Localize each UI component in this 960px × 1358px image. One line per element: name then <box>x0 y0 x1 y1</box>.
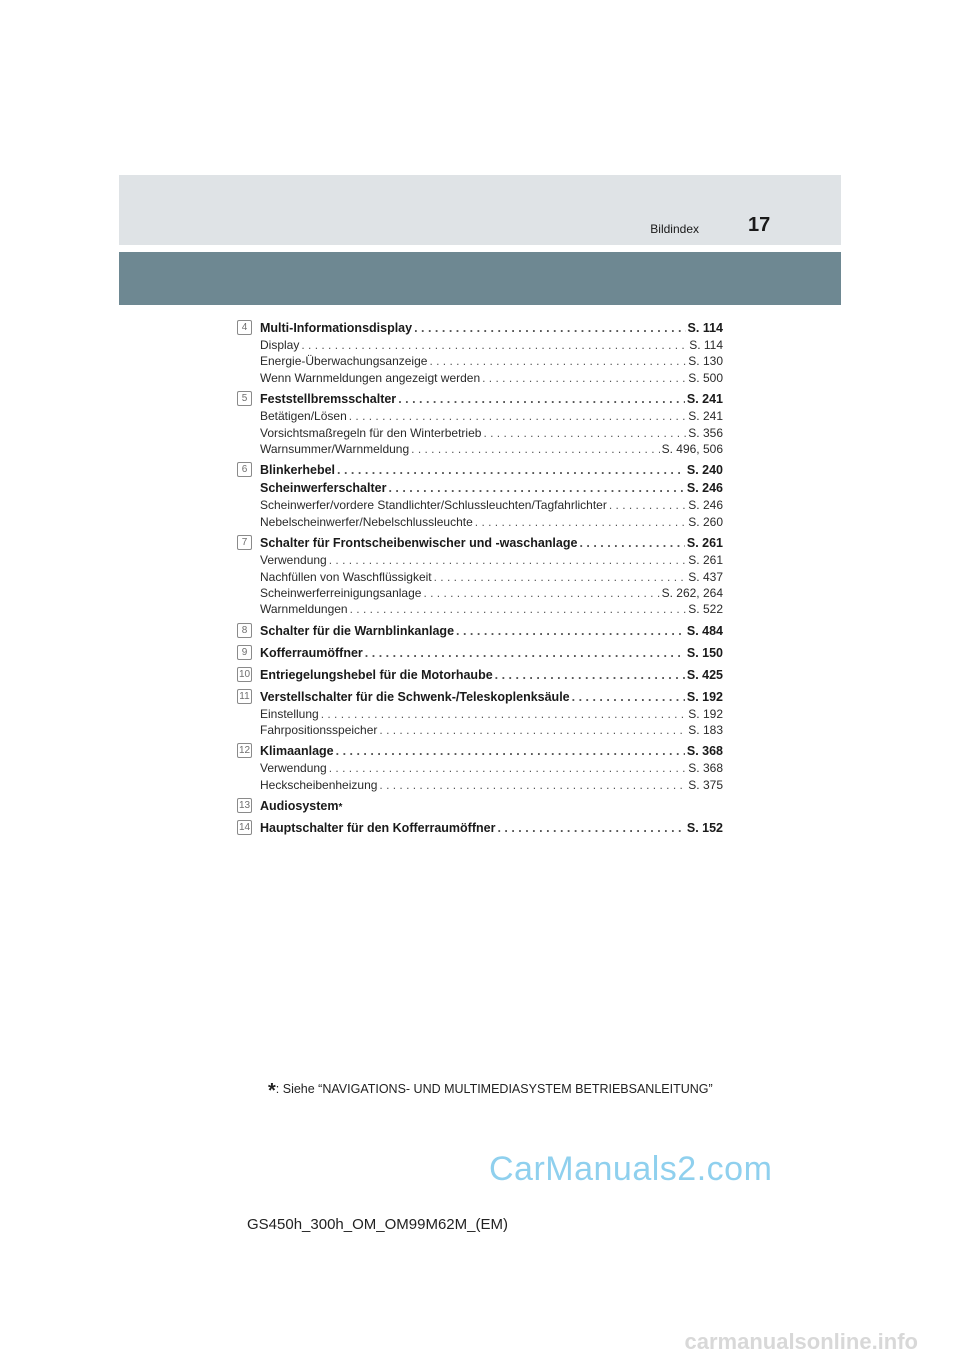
dot-leader <box>321 706 687 722</box>
section-title: Bildindex <box>650 222 699 236</box>
page-reference[interactable]: S. 368 <box>688 761 723 776</box>
entry-label: Scheinwerferreinigungsanlage <box>260 585 422 600</box>
index-sub-row[interactable] <box>237 722 723 738</box>
index-group-11 <box>237 688 723 739</box>
entry-label: Fahrpositionsspeicher <box>260 723 378 738</box>
dot-leader <box>497 819 684 837</box>
entry-label: Energie-Überwachungsanzeige <box>260 354 428 369</box>
index-heading-row[interactable] <box>237 819 723 837</box>
page-reference[interactable]: S. 114 <box>689 338 723 352</box>
callout-number-badge: 7 <box>237 535 252 550</box>
page-reference[interactable]: S. 246 <box>688 498 723 513</box>
dot-leader <box>411 441 659 457</box>
page-reference[interactable]: S. 260 <box>688 514 723 529</box>
page-reference[interactable]: S. 437 <box>688 569 723 584</box>
index-entries <box>237 319 723 841</box>
entry-label: Multi-Informationsdisplay <box>260 321 413 335</box>
page-reference[interactable]: S. 114 <box>687 321 723 335</box>
page-reference[interactable]: S. 484 <box>686 623 723 638</box>
index-heading-row[interactable]: 13 Audiosystem * <box>238 799 343 814</box>
dot-leader <box>336 742 685 760</box>
dot-leader <box>423 585 659 601</box>
entry-label: Display <box>260 338 300 352</box>
watermark-logo[interactable]: CarManuals2.com <box>489 1150 773 1188</box>
dot-leader <box>329 760 687 776</box>
entry-label: Hauptschalter für den Kofferraumöffner <box>260 821 496 836</box>
dot-leader <box>434 569 687 585</box>
dot-leader <box>495 666 685 684</box>
index-sub-row[interactable] <box>237 777 723 793</box>
page-reference[interactable]: S. 130 <box>688 354 723 369</box>
dot-leader <box>398 390 685 408</box>
page-reference[interactable]: S. 150 <box>686 645 723 660</box>
entry-label: Nebelscheinwerfer/Nebelschlussleuchte <box>260 514 473 529</box>
entry-label: Blinkerhebel <box>260 463 336 478</box>
entry-label: Betätigen/Lösen <box>260 409 347 424</box>
dot-leader <box>349 408 687 424</box>
index-sub-row[interactable] <box>237 585 723 601</box>
index-group-13 <box>237 797 723 815</box>
footnote-star: * <box>268 1080 276 1102</box>
index-sub-row[interactable] <box>237 569 723 585</box>
index-sub-row[interactable] <box>237 760 723 776</box>
callout-number-badge: 6 <box>237 462 252 477</box>
entry-label: Warnsummer/Warnmeldung <box>260 441 410 456</box>
dot-leader <box>482 370 686 386</box>
header-band-light <box>119 175 841 245</box>
dot-leader <box>483 425 686 441</box>
dot-leader <box>456 622 685 640</box>
page-reference[interactable]: S. 496, 506 <box>661 441 723 456</box>
callout-number-badge: 8 <box>237 623 252 638</box>
site-watermark: carmanualsonline.info <box>684 1329 918 1354</box>
entry-label: Heckscheibenheizung <box>260 777 378 792</box>
index-sub-row[interactable] <box>237 370 723 386</box>
page-reference[interactable]: S. 522 <box>688 602 723 617</box>
entry-label: Einstellung <box>260 706 319 721</box>
entry-label: Scheinwerfer/vordere Standlichter/Schlussleuchten/Tagfahrlichter <box>260 498 607 513</box>
index-sub-row[interactable] <box>237 353 723 369</box>
page-reference[interactable]: S. 152 <box>686 821 723 836</box>
header-band-dark <box>119 252 841 305</box>
index-sub-row[interactable] <box>237 408 723 424</box>
callout-number-badge: 11 <box>237 689 252 704</box>
page-reference[interactable]: S. 240 <box>686 463 723 478</box>
entry-label: Nachfüllen von Waschflüssigkeit <box>260 569 432 584</box>
dot-leader <box>475 514 687 530</box>
page-reference[interactable]: S. 375 <box>688 777 723 792</box>
index-heading-row[interactable] <box>237 688 723 706</box>
dot-leader <box>579 534 684 552</box>
entry-label: Feststellbremsschalter <box>260 392 397 407</box>
index-sub-row[interactable] <box>237 514 723 530</box>
page-reference[interactable]: S. 261 <box>686 536 723 551</box>
index-heading-row[interactable] <box>237 666 723 684</box>
dot-leader <box>429 353 686 369</box>
index-sub-row[interactable] <box>237 337 723 353</box>
callout-number-badge: 9 <box>237 645 252 660</box>
entry-label: Wenn Warnmeldungen angezeigt werden <box>260 370 481 385</box>
dot-leader <box>609 497 686 513</box>
page-reference[interactable]: S. 192 <box>688 706 723 721</box>
index-heading-row[interactable] <box>237 461 723 479</box>
index-group-12 <box>237 742 723 793</box>
dot-leader <box>388 479 684 497</box>
entry-label: Schalter für Frontscheibenwischer und -waschanlage <box>260 536 578 551</box>
page-reference[interactable]: S. 500 <box>688 370 723 385</box>
page-reference[interactable]: S. 262, 264 <box>661 585 723 600</box>
entry-label: Vorsichtsmaßregeln für den Winterbetrieb <box>260 425 482 440</box>
index-heading-row[interactable] <box>237 390 723 408</box>
index-group-6 <box>237 461 723 530</box>
index-group-8 <box>237 622 723 640</box>
index-group-4 <box>237 319 723 386</box>
entry-label: Audiosystem <box>260 799 339 814</box>
entry-label: Scheinwerferschalter <box>260 481 387 496</box>
index-heading-row[interactable] <box>237 479 723 497</box>
index-heading-row[interactable] <box>237 622 723 640</box>
entry-label: Verwendung <box>260 553 327 568</box>
entry-label: Kofferraumöffner <box>260 645 363 660</box>
index-sub-row[interactable] <box>237 441 723 457</box>
page-number: 17 <box>748 214 771 236</box>
page-reference[interactable]: S. 241 <box>688 409 723 424</box>
page-reference[interactable]: S. 183 <box>688 723 723 738</box>
callout-number-badge: 13 <box>238 800 251 812</box>
dot-leader <box>329 552 687 568</box>
page-reference[interactable]: S. 356 <box>688 425 723 440</box>
index-group-9 <box>237 644 723 662</box>
callout-number-badge: 12 <box>238 745 251 757</box>
index-sub-row[interactable] <box>237 601 723 617</box>
index-heading-row[interactable] <box>237 644 723 662</box>
index-group-10 <box>237 666 723 684</box>
entry-label: Verstellschalter für die Schwenk-/Teleskoplenksäule <box>260 689 570 704</box>
index-sub-row[interactable] <box>237 706 723 722</box>
index-heading-row[interactable] <box>237 319 723 337</box>
page-reference[interactable]: S. 261 <box>688 553 723 568</box>
callout-number-badge: 4 <box>237 320 252 335</box>
index-group-7 <box>237 534 723 618</box>
page-reference[interactable]: S. 368 <box>686 744 723 759</box>
page-reference[interactable]: S. 241 <box>686 392 723 407</box>
index-heading-row[interactable] <box>237 534 723 552</box>
dot-leader <box>301 337 687 353</box>
entry-label: Schalter für die Warnblinkanlage <box>260 623 455 638</box>
dot-leader <box>572 688 685 706</box>
entry-label: Entriegelungshebel für die Motorhaube <box>260 667 493 682</box>
entry-label: Warnmeldungen <box>260 602 348 617</box>
index-sub-row[interactable] <box>237 552 723 568</box>
dot-leader <box>379 722 686 738</box>
dot-leader <box>365 644 685 662</box>
entry-label: Klimaanlage <box>260 744 334 759</box>
index-group-5 <box>237 390 723 457</box>
index-sub-row[interactable] <box>237 425 723 441</box>
callout-number-badge: 10 <box>238 668 251 680</box>
page-reference[interactable]: S. 192 <box>686 689 723 704</box>
index-sub-row[interactable] <box>237 497 723 513</box>
index-heading-row[interactable] <box>237 742 723 760</box>
entry-label: Verwendung <box>260 761 327 776</box>
dot-leader <box>337 461 685 479</box>
callout-number-badge: 5 <box>237 391 252 406</box>
dot-leader <box>414 319 685 337</box>
document-code: GS450h_300h_OM_OM99M62M_(EM) <box>247 1216 508 1233</box>
callout-number-badge: 14 <box>238 822 251 834</box>
footnote <box>268 1080 713 1103</box>
page-reference[interactable]: S. 246 <box>686 481 723 496</box>
footnote-text: : Siehe “NAVIGATIONS- UND MULTIMEDIASYSTEM BETRIEBSANLEITUNG” <box>275 1082 713 1096</box>
page-reference[interactable]: S. 425 <box>686 667 723 682</box>
dot-leader <box>379 777 686 793</box>
index-group-14 <box>237 819 723 837</box>
dot-leader <box>350 601 687 617</box>
